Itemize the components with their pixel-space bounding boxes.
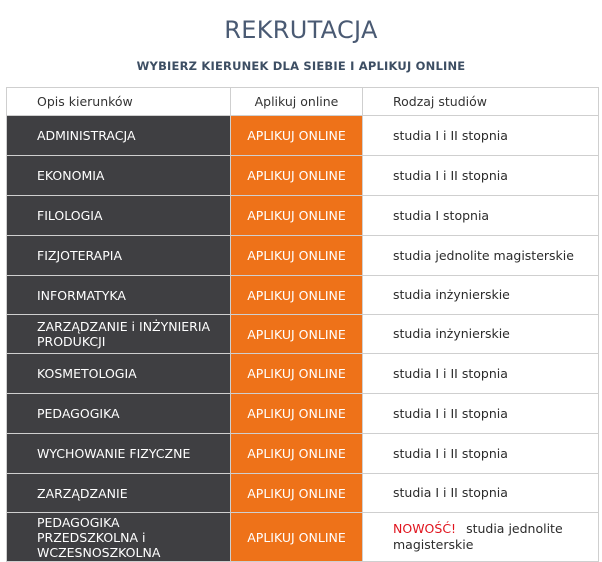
table-row (7, 196, 598, 236)
program-name-link[interactable]: WYCHOWANIE FIZYCZNE (7, 434, 231, 473)
table-row (7, 354, 598, 394)
apply-online-button[interactable]: APLIKUJ ONLINE (231, 156, 363, 195)
table-row (7, 276, 598, 315)
study-type: studia I i II stopnia (363, 474, 598, 512)
table-row (7, 474, 598, 513)
study-type: studia inżynierskie (363, 315, 598, 353)
program-name-link[interactable]: KOSMETOLOGIA (7, 354, 231, 393)
table-row (7, 394, 598, 434)
table-body (7, 116, 598, 562)
program-name-link[interactable]: ADMINISTRACJA (7, 116, 231, 155)
program-name-link[interactable]: INFORMATYKA (7, 276, 231, 314)
table-row (7, 513, 598, 562)
program-name-link[interactable]: EKONOMIA (7, 156, 231, 195)
table-row (7, 116, 598, 156)
study-type: studia I i II stopnia (363, 156, 598, 195)
apply-online-button[interactable]: APLIKUJ ONLINE (231, 434, 363, 473)
new-badge: NOWOŚĆ! (393, 521, 457, 536)
table-row (7, 156, 598, 196)
apply-online-button[interactable]: APLIKUJ ONLINE (231, 116, 363, 155)
table-row (7, 434, 598, 474)
program-name-link[interactable]: PEDAGOGIKA (7, 394, 231, 433)
apply-online-button[interactable]: APLIKUJ ONLINE (231, 196, 363, 235)
program-name-link[interactable]: ZARZĄDZANIE (7, 474, 231, 512)
program-name-link[interactable]: ZARZĄDZANIE i INŻYNIERIA PRODUKCJI (7, 315, 231, 353)
apply-online-button[interactable]: APLIKUJ ONLINE (231, 394, 363, 433)
table-row (7, 315, 598, 354)
table-header (7, 88, 598, 116)
program-name-link[interactable]: FILOLOGIA (7, 196, 231, 235)
study-type: studia I stopnia (363, 196, 598, 235)
page-subtitle: WYBIERZ KIERUNEK DLA SIEBIE I APLIKUJ ONLINE (136, 59, 466, 73)
apply-online-button[interactable]: APLIKUJ ONLINE (231, 354, 363, 393)
study-type: studia I i II stopnia (363, 354, 598, 393)
study-type: studia jednolite magisterskie (363, 236, 598, 275)
programs-table (6, 87, 599, 562)
study-type-text: studia jednolite magisterskie (393, 521, 563, 552)
column-header-study-type: Rodzaj studiów (393, 94, 487, 109)
column-header-apply: Aplikuj online (231, 88, 363, 115)
study-type: studia I i II stopnia (363, 394, 598, 433)
page-title: REKRUTACJA (224, 16, 378, 44)
apply-online-button[interactable]: APLIKUJ ONLINE (231, 513, 363, 561)
study-type: studia I i II stopnia (363, 116, 598, 155)
study-type: studia I i II stopnia (363, 434, 598, 473)
apply-online-button[interactable]: APLIKUJ ONLINE (231, 276, 363, 314)
study-type (363, 513, 598, 561)
apply-online-button[interactable]: APLIKUJ ONLINE (231, 236, 363, 275)
table-row (7, 236, 598, 276)
program-name-link[interactable]: FIZJOTERAPIA (7, 236, 231, 275)
study-type: studia inżynierskie (363, 276, 598, 314)
program-name-link[interactable]: PEDAGOGIKA PRZEDSZKOLNA i WCZESNOSZKOLNA (7, 513, 231, 561)
column-header-description: Opis kierunków (7, 88, 231, 115)
apply-online-button[interactable]: APLIKUJ ONLINE (231, 315, 363, 353)
apply-online-button[interactable]: APLIKUJ ONLINE (231, 474, 363, 512)
